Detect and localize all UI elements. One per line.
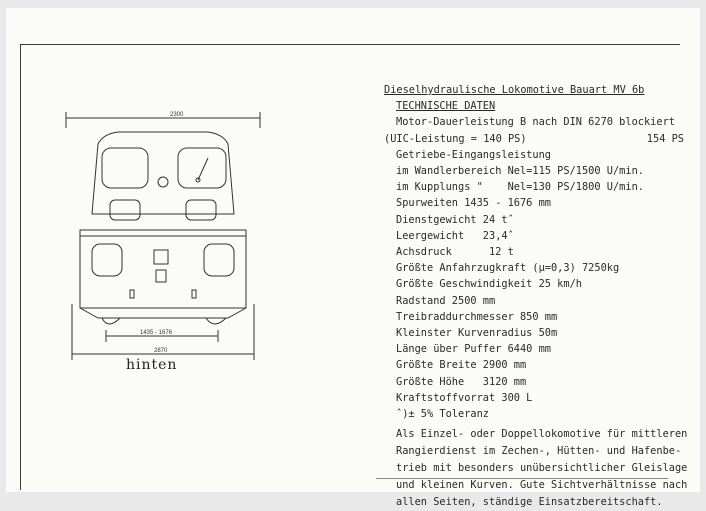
uic-value: 154 PS	[646, 132, 684, 145]
spec-line: Radstand 2500 mm	[396, 294, 496, 307]
drawing-caption: hinten	[126, 357, 178, 373]
uic-row	[384, 131, 700, 147]
section-heading: TECHNISCHE DATEN	[396, 100, 496, 113]
locomotive-svg	[58, 104, 268, 374]
spec-line: Größte Breite 2900 mm	[396, 359, 527, 372]
spec-line: Dienstgewicht 24 tˆ	[396, 213, 514, 226]
dim-top-label: 2300	[170, 112, 184, 118]
description-block	[384, 426, 700, 511]
dim-gauge-label: 1435 - 1676	[140, 330, 173, 336]
locomotive-rear-drawing	[58, 104, 268, 374]
spec-line: Größte Höhe 3120 mm	[396, 375, 527, 388]
description-line: und kleinen Kurven. Gute Sichtverhältnisse nach	[396, 479, 688, 492]
spec-line: Achsdruck 12 t	[396, 246, 514, 259]
description-line: allen Seiten, ständige Einsatzbereitschaft.	[396, 496, 663, 509]
document-page	[6, 8, 700, 509]
description-line: Als Einzel- oder Doppellokomotive für mittleren	[396, 428, 688, 441]
description-line: Rangierdienst im Zechen-, Hütten- und Hafenbe-	[396, 445, 682, 458]
spec-line: Leergewicht 23,4ˆ	[396, 229, 514, 242]
spec-line: Größte Anfahrzugkraft (μ=0,3) 7250kg	[396, 262, 620, 275]
spec-line: Motor-Dauerleistung B nach DIN 6270 blockiert	[396, 116, 675, 129]
frame-top-line	[20, 44, 680, 45]
document-title: Dieselhydraulische Lokomotive Bauart MV 6b	[384, 84, 645, 96]
spec-line: ˆ)± 5% Toleranz	[396, 408, 489, 421]
description-line: trieb mit besonders unübersichtlicher Gleislage	[396, 462, 688, 475]
spec-line: Länge über Puffer 6440 mm	[396, 343, 551, 356]
frame-left-line	[20, 44, 21, 490]
spec-line: Treibraddurchmesser 850 mm	[396, 310, 558, 323]
dim-bottom-label: 2870	[154, 348, 168, 354]
spec-line: Getriebe-Eingangsleistung	[396, 148, 551, 161]
spec-line: Größte Geschwindigkeit 25 km/h	[396, 278, 582, 291]
spec-line: im Wandlerbereich Nel=115 PS/1500 U/min.	[396, 165, 644, 178]
spec-line: Spurweiten 1435 - 1676 mm	[396, 197, 551, 210]
spec-line: Kraftstoffvorrat 300 L	[396, 391, 533, 404]
uic-line: (UIC-Leistung = 140 PS)	[384, 132, 527, 145]
spec-line: im Kupplungs " Nel=130 PS/1800 U/min.	[396, 181, 644, 194]
spec-line: Kleinster Kurvenradius 50m	[396, 327, 558, 340]
technical-data-block	[384, 82, 700, 511]
